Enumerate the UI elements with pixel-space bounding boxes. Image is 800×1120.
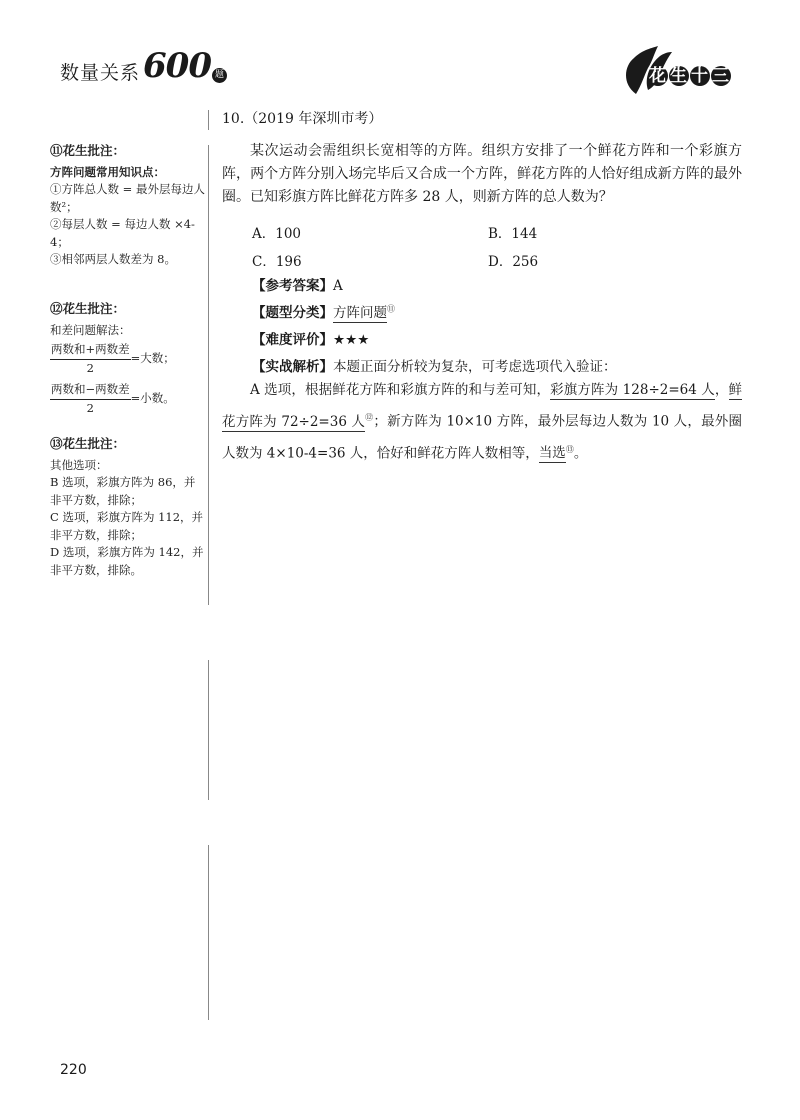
column-divider: [208, 145, 209, 605]
note-line: B 选项，彩旗方阵为 86，并非平方数，排除；: [50, 475, 196, 507]
page-number: 220: [60, 1062, 87, 1078]
fraction-denominator: 2: [86, 400, 94, 415]
analysis-text: ，: [714, 382, 729, 398]
note-line: D 选项，彩旗方阵为 142，并非平方数，排除。: [50, 545, 204, 577]
analysis-underline: 当选: [538, 445, 566, 461]
logo-char: 十: [691, 66, 709, 86]
reference-answer: [252, 274, 732, 294]
logo-char: 花: [649, 66, 667, 86]
column-divider: [208, 110, 209, 130]
analysis-text: A 选项，根据鲜花方阵和彩旗方阵的和与差可知，: [250, 382, 551, 398]
note-line: ③相邻两层人数差为 8。: [50, 252, 176, 266]
column-divider: [208, 660, 209, 800]
formula-result: =大数；: [130, 351, 175, 365]
column-divider: [208, 845, 209, 1020]
annotation-mark: ⑪: [387, 304, 395, 314]
note-subtitle: 和差问题解法：: [50, 322, 131, 337]
annotation-mark: ⑬: [565, 444, 574, 454]
analysis-tag: 【实战解析】: [252, 359, 333, 375]
logo-char: 生: [670, 66, 688, 86]
logo-wordmark: [648, 66, 732, 86]
book-title-number: 600: [143, 46, 211, 86]
book-title: 数量关系: [60, 62, 141, 84]
reference-answer-value: A: [333, 278, 343, 294]
analysis-intro: [252, 355, 732, 375]
logo-char: 三: [712, 66, 730, 86]
formula-row: [50, 339, 206, 379]
formula-result: =小数。: [130, 391, 175, 405]
formula-row: [50, 379, 206, 419]
difficulty-rating: [252, 328, 732, 348]
question-heading: 10.（2019 年深圳市考）: [222, 111, 383, 127]
note-title: ⑪花生批注：: [50, 143, 126, 158]
analysis-underline: 彩旗方阵为 128÷2=64 人: [550, 382, 715, 398]
fraction: [50, 381, 131, 417]
analysis-text: ；新方阵为 10×10 方阵，最外层每边人数为 10 人，最外圈人数为 4×10-4=36 人，恰好和鲜花方阵人数相等，: [222, 413, 743, 461]
book-title-badge: 题: [212, 68, 227, 83]
option-b: B．144: [488, 226, 538, 242]
note-subtitle: 其他选项：: [50, 457, 108, 472]
analysis-text: 。: [573, 445, 588, 461]
note-title: ⑬花生批注：: [50, 436, 126, 451]
note-line: C 选项，彩旗方阵为 112，并非平方数，排除；: [50, 510, 204, 542]
option-d: D．256: [488, 254, 539, 270]
reference-answer-tag: 【参考答案】: [252, 278, 333, 294]
note-line: ①方阵总人数 = 最外层每边人数²；: [50, 182, 205, 214]
question-type-value: 方阵问题: [333, 305, 387, 321]
fraction-denominator: 2: [86, 360, 94, 375]
analysis-paragraph: [222, 376, 742, 467]
fraction: [50, 341, 131, 377]
sidebar-note-12: [50, 300, 206, 419]
note-subtitle: 方阵问题常用知识点：: [50, 164, 165, 179]
annotation-mark: ⑫: [365, 413, 374, 422]
difficulty-tag: 【难度评价】: [252, 332, 333, 348]
note-line: ②每层人数 = 每边人数 ×4-4；: [50, 217, 195, 249]
question-body: 某次运动会需组织长宽相等的方阵。组织方安排了一个鲜花方阵和一个彩旗方阵，两个方阵分别入场完毕后又合成一个方阵，鲜花方阵的人恰好组成新方阵的最外圈。已知彩旗方阵比鲜花方阵多 28 人，则新方阵的总人数为？: [222, 143, 742, 205]
difficulty-stars: ★★★: [333, 332, 370, 348]
option-c: C．196: [252, 254, 302, 270]
publisher-logo: [618, 44, 758, 96]
fraction-numerator: 两数和−两数差: [50, 381, 131, 400]
analysis-underline: 鲜花方阵为 72÷2=36 人: [222, 382, 742, 430]
note-title: ⑫花生批注：: [50, 301, 126, 316]
analysis-intro-text: 本题正面分析较为复杂，可考虑选项代入验证：: [333, 359, 617, 375]
sidebar-note-11: [50, 142, 206, 269]
question-type-tag: 【题型分类】: [252, 305, 333, 321]
fraction-numerator: 两数和+两数差: [50, 341, 131, 360]
sidebar-note-13: [50, 435, 206, 579]
option-a: A．100: [252, 226, 302, 242]
question-type: [252, 301, 732, 321]
